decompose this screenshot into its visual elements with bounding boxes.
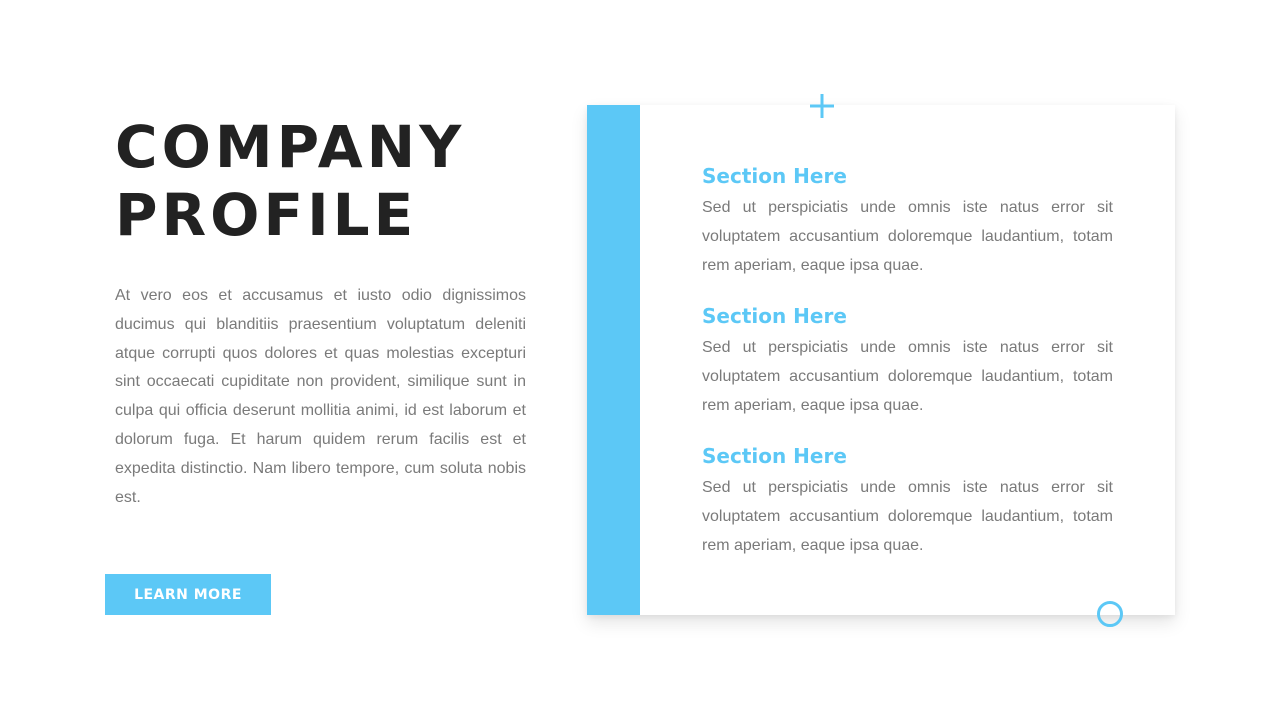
page-title-line-1: COMPANY [115, 113, 466, 181]
section-2-body: Sed ut perspiciatis unde omnis iste natus error sit voluptatem accusantium doloremque laudantium, totam rem aperiam, eaque ipsa quae. [702, 339, 1113, 414]
page-title [115, 113, 465, 249]
plus-icon [808, 92, 836, 120]
sections-card [587, 105, 1175, 615]
learn-more-button[interactable]: LEARN MORE [105, 574, 271, 615]
card-accent-stripe [587, 105, 640, 615]
page-title-line-2: PROFILE [115, 181, 418, 249]
section-1 [702, 164, 1113, 280]
circle-icon [1096, 600, 1124, 628]
section-1-body: Sed ut perspiciatis unde omnis iste natus error sit voluptatem accusantium doloremque laudantium, totam rem aperiam, eaque ipsa quae. [702, 199, 1113, 274]
section-3 [702, 444, 1113, 560]
section-3-body: Sed ut perspiciatis unde omnis iste natus error sit voluptatem accusantium doloremque laudantium, totam rem aperiam, eaque ipsa quae. [702, 479, 1113, 554]
section-3-heading: Section Here [702, 444, 847, 468]
section-2-heading: Section Here [702, 304, 847, 328]
intro-paragraph: At vero eos et accusamus et iusto odio dignissimos ducimus qui blanditiis praesentium voluptatum deleniti atque corrupti quos dolores et quas molestias excepturi sint occaecati cupiditate non provident, similique sunt in culpa qui officia deserunt mollitia animi, id est laborum et dolorum fuga. Et harum quidem rerum facilis est et expedita distinctio. Nam libero tempore, cum soluta nobis est. [115, 287, 526, 506]
section-2 [702, 304, 1113, 420]
section-1-heading: Section Here [702, 164, 847, 188]
